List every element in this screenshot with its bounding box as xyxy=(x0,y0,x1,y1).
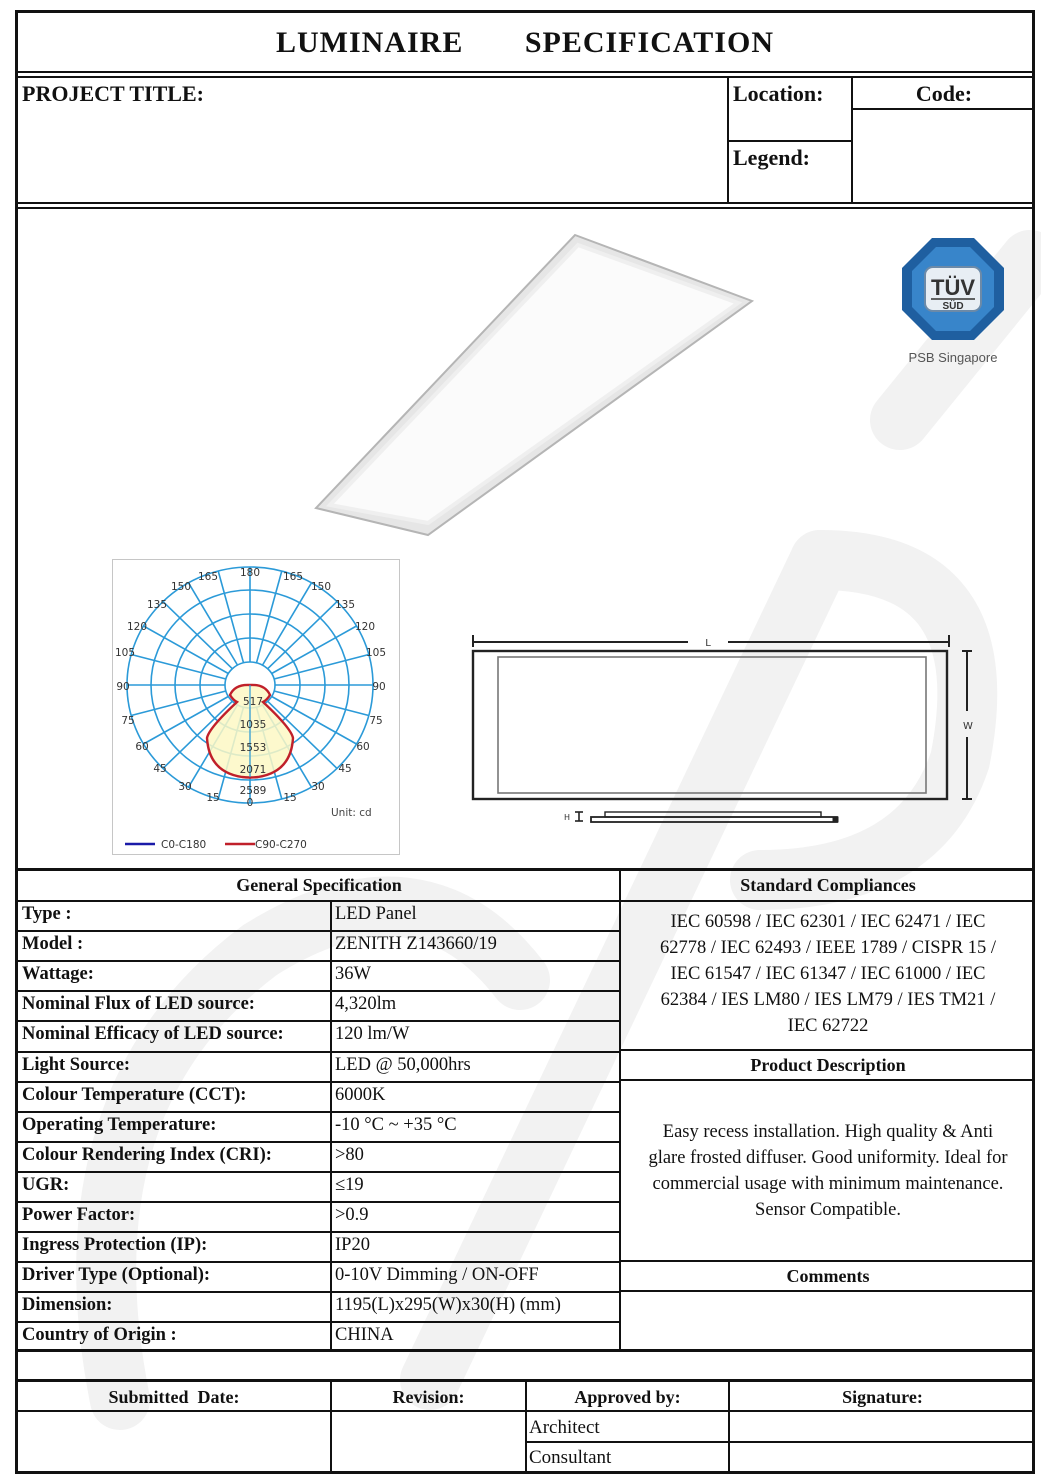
location-label: Location: xyxy=(733,81,824,106)
svg-text:105: 105 xyxy=(114,647,136,659)
svg-text:120: 120 xyxy=(126,621,148,633)
spec-key: Colour Rendering Index (CRI): xyxy=(22,1144,272,1165)
svg-text:60: 60 xyxy=(135,741,149,753)
spec-row xyxy=(18,1261,620,1291)
spec-row xyxy=(18,1231,620,1261)
svg-text:45: 45 xyxy=(338,763,352,775)
spec-value: 120 lm/W xyxy=(335,1024,410,1045)
svg-text:150: 150 xyxy=(310,581,332,593)
spec-key: Operating Temperature: xyxy=(22,1114,217,1135)
compliances-list: IEC 60598 / IEC 62301 / IEC 62471 / IEC 62778 / IEC 62493 / IEEE 1789 / CISPR 15 / IEC 61547 / IEC 61347 / IEC 61000 / IEC 62384 / IES LM80 / IES LM79 / IES TM21 / IEC 62722 xyxy=(659,912,997,1036)
polar-diagram xyxy=(112,559,400,855)
svg-text:45: 45 xyxy=(153,763,167,775)
spec-value: 6000K xyxy=(335,1084,386,1105)
unit-label: Unit: cd xyxy=(331,807,372,819)
page-title: LUMINAIRE SPECIFICATION xyxy=(276,26,774,59)
spec-value: 36W xyxy=(335,964,371,985)
svg-text:2071: 2071 xyxy=(239,764,267,776)
spec-value: 4,320lm xyxy=(335,994,397,1015)
svg-text:135: 135 xyxy=(334,599,356,611)
spec-row xyxy=(18,930,620,960)
svg-text:90: 90 xyxy=(372,681,386,693)
approved-by-label: Approved by: xyxy=(574,1387,681,1407)
spec-value: CHINA xyxy=(335,1325,394,1346)
code-field[interactable] xyxy=(854,111,1034,201)
spec-value: -10 °C ~ +35 °C xyxy=(335,1114,457,1135)
spec-value: ≤19 xyxy=(335,1174,364,1195)
legend-field[interactable] xyxy=(730,175,850,201)
width-label: W xyxy=(963,721,973,732)
sud-text: SÜD xyxy=(942,301,964,312)
spec-value: LED @ 50,000hrs xyxy=(335,1054,471,1075)
compliances-heading: Standard Compliances xyxy=(740,875,916,895)
spec-key: Driver Type (Optional): xyxy=(22,1265,211,1286)
legend-c90-c270: C90-C270 xyxy=(255,839,307,851)
tuv-text: TÜV xyxy=(931,275,975,300)
svg-text:1553: 1553 xyxy=(239,742,267,754)
spec-row xyxy=(18,1321,620,1351)
svg-text:30: 30 xyxy=(311,781,325,793)
psb-caption: PSB Singapore xyxy=(908,350,998,365)
code-label: Code: xyxy=(915,81,973,106)
svg-text:75: 75 xyxy=(369,715,383,727)
spec-row xyxy=(18,1201,620,1231)
svg-text:90: 90 xyxy=(116,681,130,693)
spec-row xyxy=(18,1051,620,1081)
legend-label: Legend: xyxy=(733,145,810,170)
spec-value: ZENITH Z143660/19 xyxy=(335,934,497,955)
spec-key: Nominal Flux of LED source: xyxy=(22,994,255,1015)
spec-key: Power Factor: xyxy=(22,1205,136,1225)
spec-value: 1195(L)x295(W)x30(H) (mm) xyxy=(335,1295,561,1316)
product-image xyxy=(308,223,758,543)
signature-architect-field[interactable] xyxy=(730,1413,1034,1440)
tuv-octagon-icon xyxy=(898,235,1008,343)
spec-value: >0.9 xyxy=(335,1205,369,1225)
svg-text:15: 15 xyxy=(206,792,220,804)
spec-key: Country of Origin : xyxy=(22,1325,177,1346)
spec-key: Dimension: xyxy=(22,1295,113,1316)
spec-value: >80 xyxy=(335,1144,364,1165)
svg-text:60: 60 xyxy=(356,741,370,753)
svg-text:75: 75 xyxy=(121,715,135,727)
spec-key: Model : xyxy=(22,934,84,955)
project-title-label: PROJECT TITLE: xyxy=(22,81,204,106)
svg-text:2589: 2589 xyxy=(239,785,267,797)
height-label: H xyxy=(563,813,571,822)
spec-row xyxy=(18,990,620,1020)
svg-text:1035: 1035 xyxy=(239,719,267,731)
angle-label-180: 180 xyxy=(239,567,261,579)
revision-field[interactable] xyxy=(332,1413,524,1473)
spec-key: Nominal Efficacy of LED source: xyxy=(22,1024,284,1045)
spec-key: Light Source: xyxy=(22,1054,131,1075)
svg-text:15: 15 xyxy=(283,792,297,804)
signature-consultant-field[interactable] xyxy=(730,1444,1034,1472)
svg-text:165: 165 xyxy=(197,571,219,583)
spec-key: UGR: xyxy=(22,1174,70,1195)
svg-text:120: 120 xyxy=(354,621,376,633)
spec-row xyxy=(18,1291,620,1321)
product-description-heading: Product Description xyxy=(750,1055,906,1075)
spec-value: IP20 xyxy=(335,1235,370,1256)
svg-text:135: 135 xyxy=(146,599,168,611)
svg-text:0: 0 xyxy=(246,797,254,809)
spec-row xyxy=(18,1081,620,1111)
dimension-drawing xyxy=(463,621,993,831)
location-field[interactable] xyxy=(730,111,850,139)
signature-label: Signature: xyxy=(842,1387,923,1407)
spec-key: Type : xyxy=(22,904,72,924)
spec-sheet xyxy=(15,10,1035,1474)
legend-c0-c180: C0-C180 xyxy=(161,839,207,851)
svg-text:30: 30 xyxy=(178,781,192,793)
submitted-date-field[interactable] xyxy=(20,1413,328,1473)
project-title-field[interactable] xyxy=(20,108,725,200)
spec-key: Colour Temperature (CCT): xyxy=(22,1084,247,1105)
spec-key: Ingress Protection (IP): xyxy=(22,1235,208,1256)
spec-row xyxy=(18,1171,620,1201)
general-spec-heading: General Specification xyxy=(236,875,402,895)
approver-architect: Architect xyxy=(529,1417,600,1438)
svg-text:105: 105 xyxy=(365,647,387,659)
submitted-date-label: Submitted Date: xyxy=(108,1387,240,1407)
spec-key: Wattage: xyxy=(22,964,94,985)
approver-consultant: Consultant xyxy=(529,1447,612,1468)
product-description-text: Easy recess installation. High quality & Anti glare frosted diffuser. Good uniformity. Ideal for commercial usage with minimum maintenance. Sensor Compatible. xyxy=(648,1122,1008,1220)
length-label: L xyxy=(705,638,711,649)
spec-row xyxy=(18,960,620,990)
comments-heading: Comments xyxy=(786,1266,870,1286)
svg-text:517: 517 xyxy=(242,696,264,708)
spec-row xyxy=(18,1141,620,1171)
comments-field[interactable] xyxy=(622,1293,1034,1348)
spec-row xyxy=(18,1020,620,1050)
svg-text:165: 165 xyxy=(282,571,304,583)
spec-row xyxy=(18,900,620,930)
svg-text:150: 150 xyxy=(170,581,192,593)
notes-field[interactable] xyxy=(20,1354,1034,1378)
spec-value: LED Panel xyxy=(335,904,417,924)
spec-value: 0-10V Dimming / ON-OFF xyxy=(335,1265,539,1286)
tuv-sud-logo xyxy=(898,235,1008,365)
spec-row xyxy=(18,1111,620,1141)
revision-label: Revision: xyxy=(392,1387,465,1407)
